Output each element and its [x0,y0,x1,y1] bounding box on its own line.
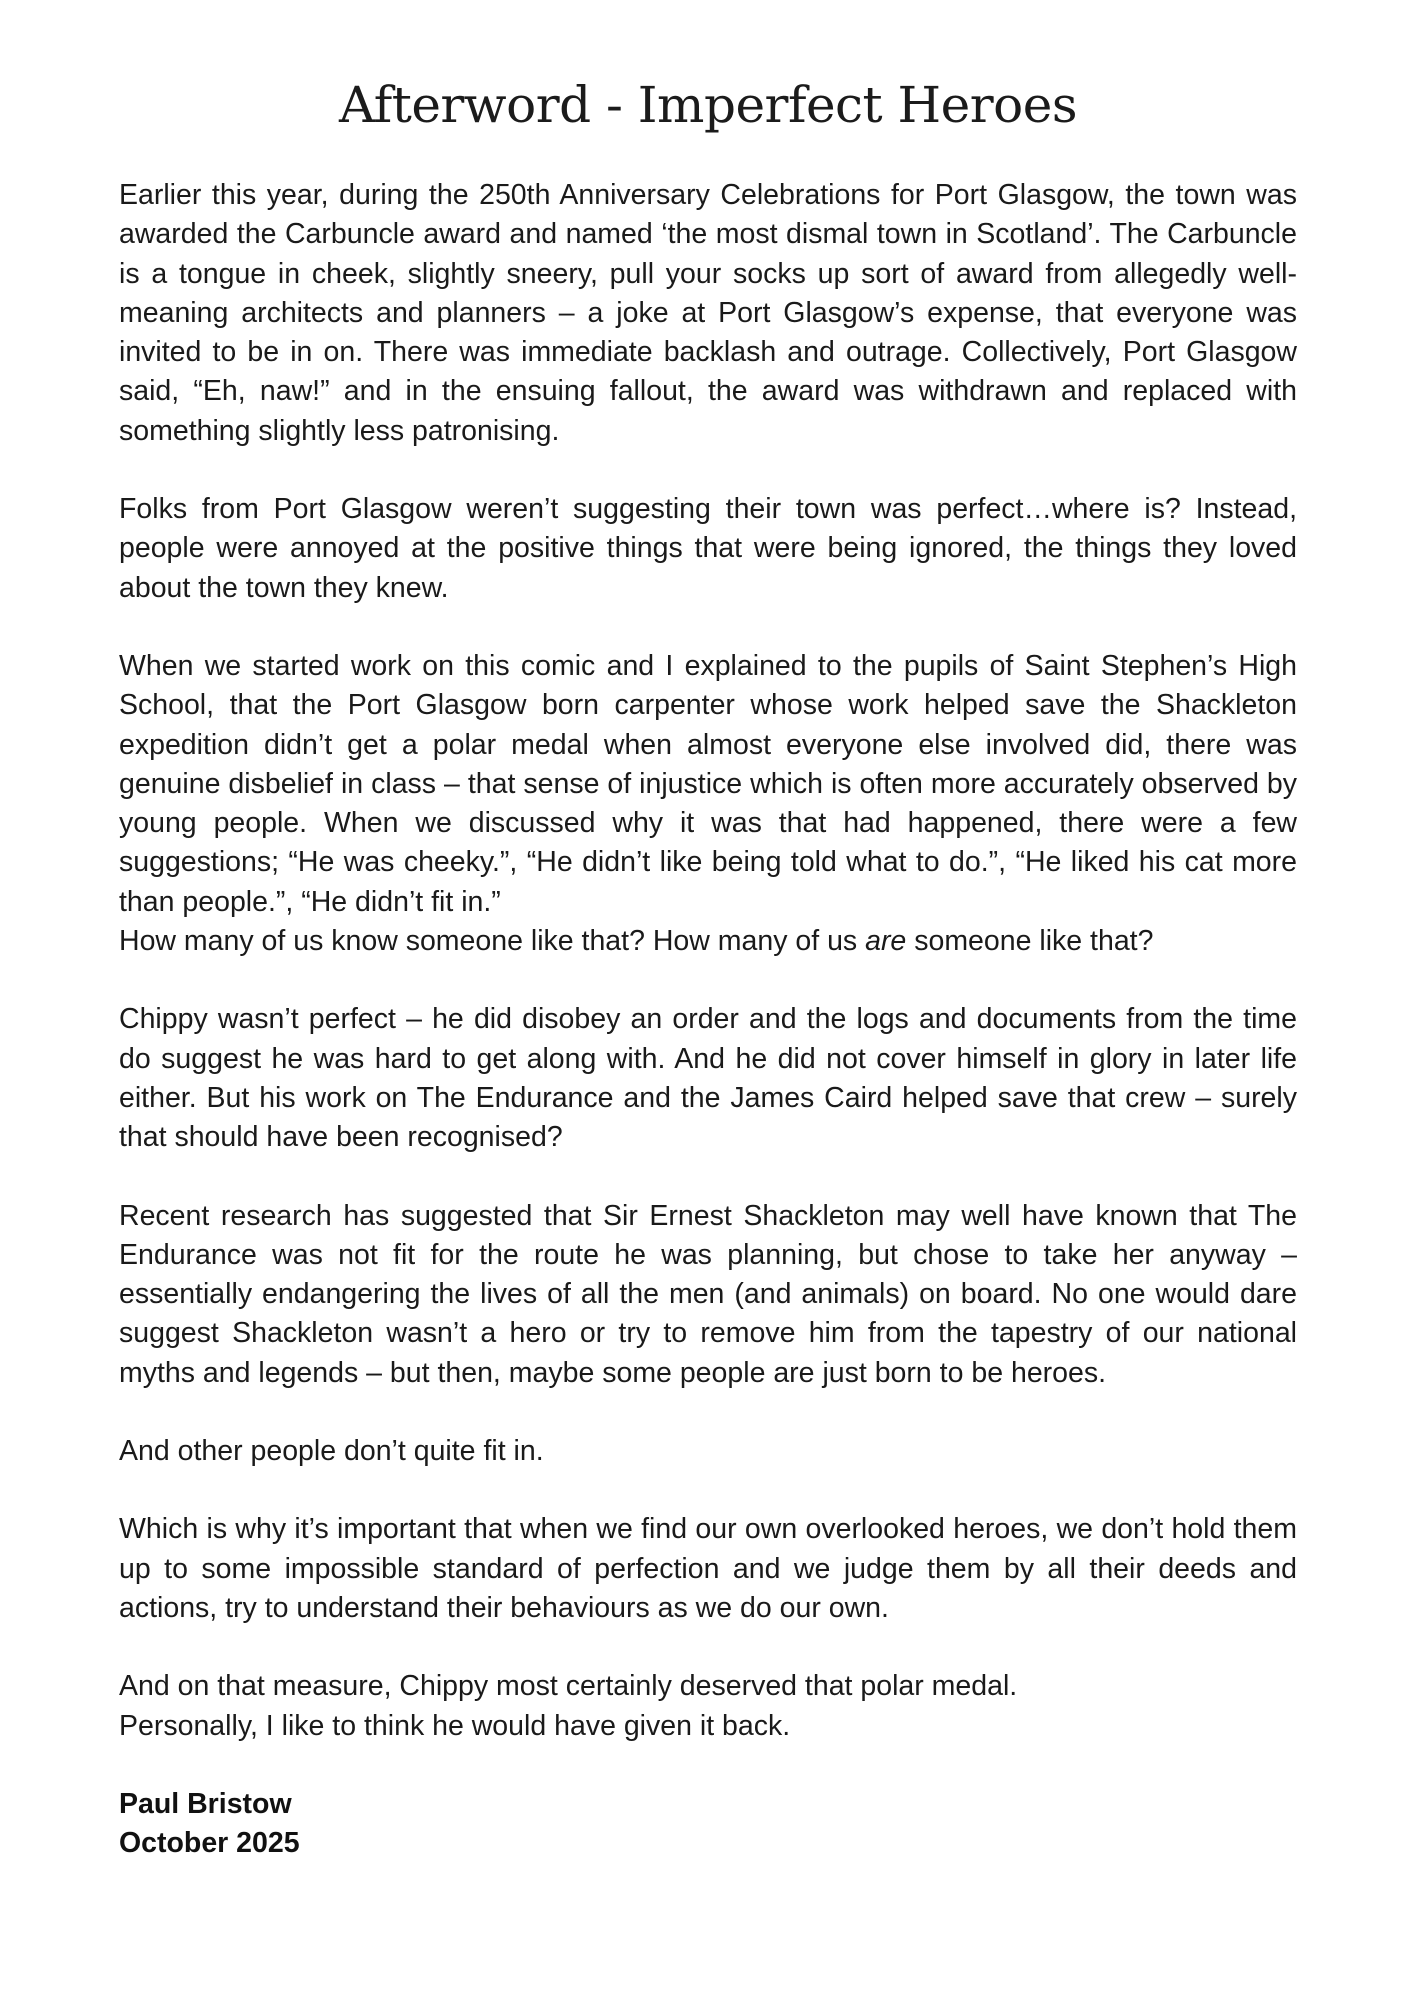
page-title: Afterword - Imperfect Heroes [338,76,1077,134]
paragraph-comic-pupils-text: When we started work on this comic and I explained to the pupils of Saint Stephen’s High School, that the Port Glasgow born carpenter whose work helped save the Shackleton expedition didn’t get a polar medal when almost everyone else involved did, there was genuine disbelief in class – that sense of injustice which is often more accurately observed by young people. When we discussed why it was that had happened, there were a few suggestions; “He was cheeky.”, “He didn’t like being told what to do.”, “He liked his cat more than people.”, “He didn’t fit in.” [119,649,1297,918]
question-text-after: someone like that? [906,925,1154,958]
signature-block [119,1785,1297,1864]
polar-medal-line-1: And on that measure, Chippy most certainly deserved that polar medal. [119,1670,1018,1703]
paragraph-other-people: And other people don’t quite fit in. [119,1435,544,1468]
paragraph-polar-medal [119,1667,1297,1746]
paragraph-overlooked-heroes: Which is why it’s important that when we find our own overlooked heroes, we don’t hold them up to some impossible standard of perfection and we judge them by all their deeds and actions, try to understand their behaviours as we do our own. [119,1513,1297,1624]
paragraph-chippy-not-perfect: Chippy wasn’t perfect – he did disobey an order and the logs and documents from the time do suggest he was hard to get along with. And he did not cover himself in glory in later life either. But his work on The Endurance and the James Caird helped save that crew – surely that should have been recognised? [119,1003,1297,1154]
paragraph-carbuncle-award: Earlier this year, during the 250th Anniversary Celebrations for Port Glasgow, the town was awarded the Carbuncle award and named ‘the most dismal town in Scotland’. The Carbuncle is a tongue in cheek, slightly sneery, pull your socks up sort of award from allegedly well-meaning architects and planners – a joke at Port Glasgow’s expense, that everyone was invited to be in on. There was immediate backlash and outrage. Collectively, Port Glasgow said, “Eh, naw!” and in the ensuing fallout, the award was withdrawn and replaced with something slightly less patronising. [119,179,1297,447]
question-emphasis: are [865,925,907,958]
polar-medal-line-2: Personally, I like to think he would have given it back. [119,1709,791,1742]
question-text-before: How many of us know someone like that? How many of us [119,925,866,958]
paragraph-question-line [119,922,1297,961]
author-name: Paul Bristow [119,1787,292,1820]
paragraph-comic-pupils [119,647,1297,961]
signature-date: October 2025 [119,1827,300,1860]
paragraph-folks-from-port-glasgow: Folks from Port Glasgow weren’t suggesting their town was perfect…where is? Instead, people were annoyed at the positive things that were being ignored, the things they loved about the town they knew. [119,493,1297,604]
paragraph-shackleton-research: Recent research has suggested that Sir Ernest Shackleton may well have known that The Endurance was not fit for the route he was planning, but chose to take her anyway – essentially endangering the lives of all the men (and animals) on board. No one would dare suggest Shackleton wasn’t a hero or try to remove him from the tapestry of our national myths and legends – but then, maybe some people are just born to be heroes. [119,1199,1297,1389]
